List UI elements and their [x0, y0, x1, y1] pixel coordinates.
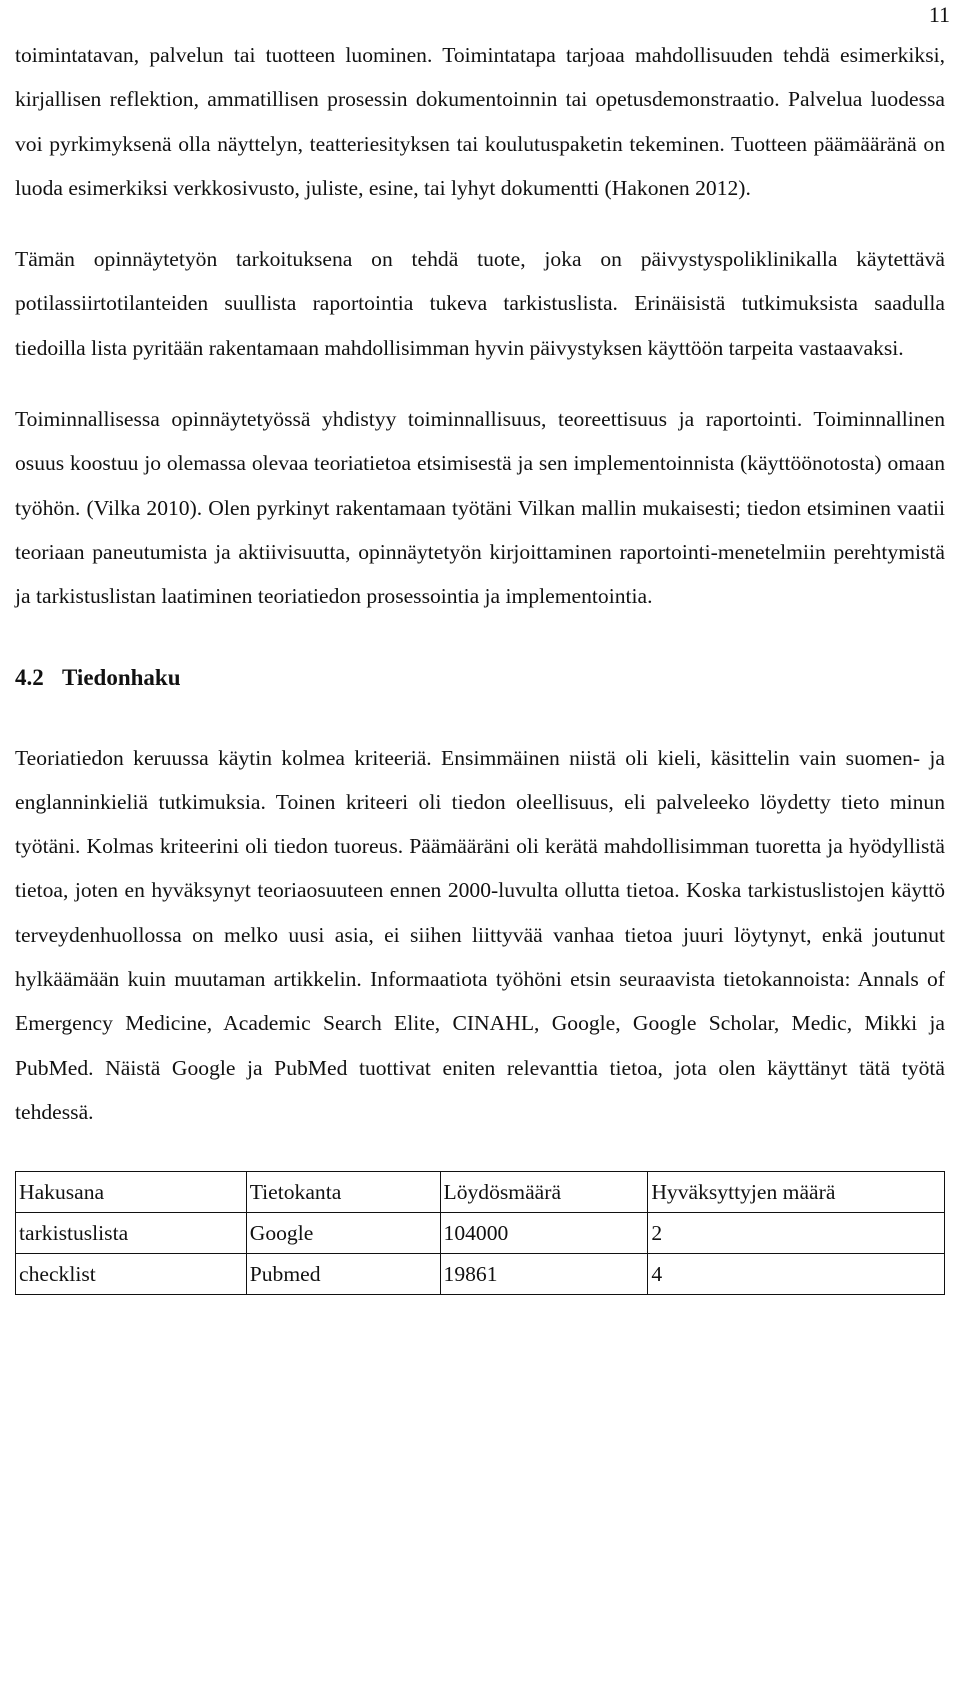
table-header-row	[16, 1172, 945, 1213]
paragraph-information-search: Teoriatiedon keruussa käytin kolmea kriteeriä. Ensimmäinen niistä oli kieli, käsittelin vain suomen- ja englanninkieliä tutkimuksia. Toinen kriteeri oli tiedon oleellisuus, eli palveleeko löydetty tieto minun työtäni. Kolmas kriteerini oli tiedon tuoreus. Päämääräni oli kerätä mahdollisimman tuoretta ja hyödyllistä tietoa, joten en hyväksynyt teoriaosuuteen ennen 2000-luvulta ollutta tietoa. Koska tarkistuslistojen käyttö terveydenhuollossa on melko uusi asia, ei siihen liittyvää vanhaa tietoa juuri löytynyt, enkä joutunut hylkäämään kuin muutaman artikkelin. Informaatiota työhöni etsin seuraavista tietokannoista: Annals of Emergency Medicine, Academic Search Elite, CINAHL, Google, Google Scholar, Medic, Mikki ja PubMed. Näistä Google ja PubMed tuottivat eniten relevanttia tietoa, jota olen käyttänyt tätä työtä tehdessä.	[15, 745, 945, 1124]
table-header-cell: Hyväksyttyjen määrä	[648, 1172, 945, 1213]
page-number: 11	[928, 2, 950, 27]
section-heading	[15, 656, 945, 700]
table-cell: 19861	[440, 1254, 648, 1295]
table-cell: Google	[246, 1213, 440, 1254]
table-cell: 2	[648, 1213, 945, 1254]
table-cell: tarkistuslista	[16, 1213, 247, 1254]
table-row	[16, 1213, 945, 1254]
document-body	[15, 33, 945, 1295]
search-results-table	[15, 1171, 945, 1295]
table-header-cell: Löydösmäärä	[440, 1172, 648, 1213]
table-header-cell: Hakusana	[16, 1172, 247, 1213]
paragraph-functional-thesis: Toiminnallisessa opinnäytetyössä yhdistyy toiminnallisuus, teoreettisuus ja raportointi. Toiminnallinen osuus koostuu jo olemassa olevaa teoriatietoa etsimisestä ja sen implementoinnista (käyttöönotosta) omaan työhön. (Vilka 2010). Olen pyrkinyt rakentamaan työtäni Vilkan mallin mukaisesti; tiedon etsiminen vaatii teoriaan paneutumista ja aktiivisuutta, opinnäytetyön kirjoittaminen raportointi-menetelmiin perehtymistä ja tarkistuslistan laatiminen teoriatiedon prosessointia ja implementointia.	[15, 407, 945, 609]
table-cell: 104000	[440, 1213, 648, 1254]
table-cell: Pubmed	[246, 1254, 440, 1295]
table-row	[16, 1254, 945, 1295]
paragraph-thesis-purpose: Tämän opinnäytetyön tarkoituksena on tehdä tuote, joka on päivystyspoliklinikalla käytettävä potilassiirtotilanteiden suullista raportointia tukeva tarkistuslista. Erinäisistä tutkimuksista saadulla tiedoilla lista pyritään rakentamaan mahdollisimman hyvin päivystyksen käyttöön tarpeita vastaavaksi.	[15, 247, 945, 360]
table-header-cell: Tietokanta	[246, 1172, 440, 1213]
paragraph-product-types: toimintatavan, palvelun tai tuotteen luominen. Toimintatapa tarjoaa mahdollisuuden tehdä esimerkiksi, kirjallisen reflektion, ammatillisen prosessin dokumentoinnin tai opetusdemonstraatio. Palvelua luodessa voi pyrkimyksenä olla näyttelyn, teatteriesityksen tai koulutuspaketin tekeminen. Tuotteen päämääränä on luoda esimerkiksi verkkosivusto, juliste, esine, tai lyhyt dokumentti (Hakonen 2012).	[15, 43, 945, 200]
table-cell: 4	[648, 1254, 945, 1295]
section-number: 4.2	[15, 664, 44, 690]
table-cell: checklist	[16, 1254, 247, 1295]
section-title: Tiedonhaku	[62, 664, 181, 690]
